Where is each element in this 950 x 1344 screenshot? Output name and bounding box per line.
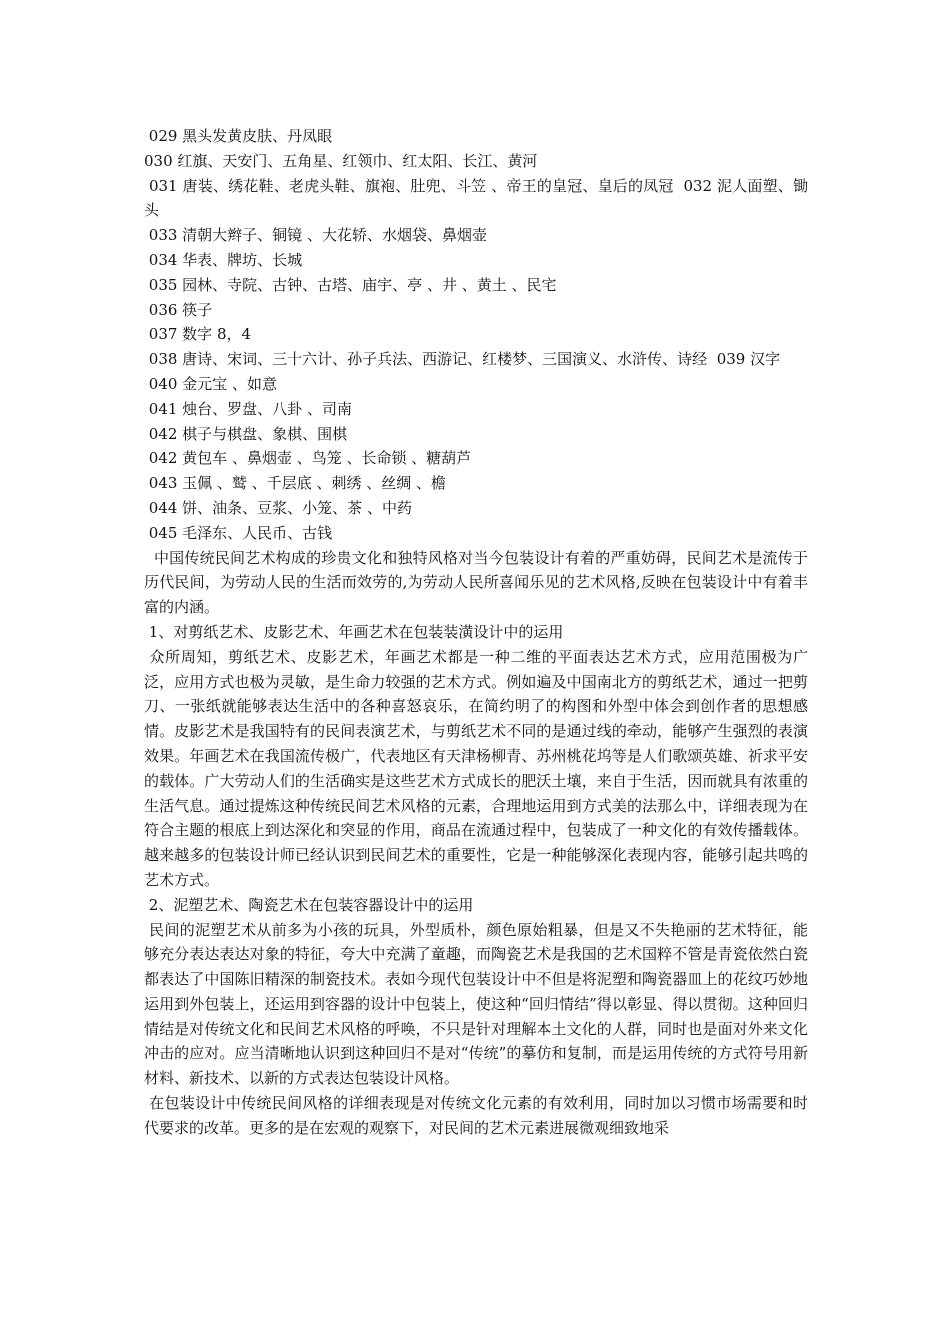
list-item-043: 043 玉佩 、鹫 、千层底 、刺绣 、丝绸 、檐 xyxy=(144,474,447,493)
list-item-030: 030 红旗、天安门、五角星、红领巾、红太阳、长江、黄河 xyxy=(144,151,538,170)
list-item-044: 044 饼、油条、豆浆、小笼、茶 、中药 xyxy=(144,498,412,517)
list-item-033: 033 清朝大辫子、铜镜 、大花轿、水烟袋、鼻烟壶 xyxy=(144,226,487,245)
closing-paragraph: 在包装设计中传统民间风格的详细表现是对传统文化元素的有效利用，同时加以习惯市场需要和时代要求的改革。更多的是在宏观的观察下，对民间的艺术元素进展微观细致地采 xyxy=(144,1094,808,1137)
list-item-029: 029 黑头发黄皮肤、丹凤眼 xyxy=(144,127,333,145)
document-body xyxy=(144,124,808,1141)
list-item-042b: 042 黄包车 、鼻烟壶 、鸟笼 、长命锁 、糖葫芦 xyxy=(144,449,472,468)
section-2-paragraph: 民间的泥塑艺术从前多为小孩的玩具，外型质朴，颜色原始粗暴，但是又不失艳丽的艺术特征，能够充分表达表达对象的特征，夸大中充满了童趣，而陶瓷艺术是我国的艺术国粹不管是青瓷依然白瓷都表达了中国陈旧精深的制瓷技术。表如今现代包装设计中不但是将泥塑和陶瓷器皿上的花纹巧妙地运用到外包装上，还运用到容器的设计中包装上，使这种“回归情结”得以彰显、得以贯彻。这种回归情结是对传统文化和民间艺术风格的呼唤，不只是针对理解本土文化的人群，同时也是面对外来文化冲击的应对。应当清晰地认识到这种回归不是对“传统”的摹仿和复制，而是运用传统的方式符号用新材料、新技术、以新的方式表达包装设计风格。 xyxy=(144,920,808,1088)
list-item-037: 037 数字 8，4 xyxy=(144,325,252,344)
intro-paragraph: 中国传统民间艺术构成的珍贵文化和独特风格对当今包装设计有着的严重妨碍，民间艺术是流传于历代民间，为劳动人民的生活而效劳的,为劳动人民所喜闻乐见的艺术风格,反映在包装设计中有着丰富的内涵。 xyxy=(144,548,808,617)
list-item-031: 031 唐装、绣花鞋、老虎头鞋、旗袍、肚兜、斗笠 、帝王的皇冠、皇后的凤冠 032 泥人面塑、锄头 xyxy=(144,176,808,220)
section-1-paragraph: 众所周知，剪纸艺术、皮影艺术，年画艺术都是一种二维的平面表达艺术方式，应用范围极为广泛，应用方式也极为灵敏，是生命力较强的艺术方式。例如遍及中国南北方的剪纸艺术，通过一把剪刀、一张纸就能够表达生活中的各种喜怒哀乐，在简约明了的构图和外型中体会到创作者的思想感情。皮影艺术是我国特有的民间表演艺术，与剪纸艺术不同的是通过线的牵动，能够产生强烈的表演效果。年画艺术在我国流传极广，代表地区有天津杨柳青、苏州桃花坞等是人们歌颂英雄、祈求平安的载体。广大劳动人们的生活确实是这些艺术方式成长的肥沃土壤，来自于生活，因而就具有浓重的生活气息。通过提炼这种传统民间艺术风格的元素，合理地运用到方式美的法那么中，详细表现为在符合主题的根底上到达深化和突显的作用，商品在流通过程中，包装成了一种文化的有效传播载体。越来越多的包装设计师已经认识到民间艺术的重要性，它是一种能够深化表现内容，能够引起共鸣的艺术方式。 xyxy=(144,647,808,889)
section-heading-1: 1、对剪纸艺术、皮影艺术、年画艺术在包装装潢设计中的运用 xyxy=(144,622,564,641)
section-heading-2: 2、泥塑艺术、陶瓷艺术在包装容器设计中的运用 xyxy=(144,895,474,914)
list-item-036: 036 筷子 xyxy=(144,300,213,319)
list-item-042a: 042 棋子与棋盘、象棋、围棋 xyxy=(144,424,348,443)
list-item-035: 035 园林、寺院、古钟、古塔、庙宇、亭 、井 、黄土 、民宅 xyxy=(144,275,557,294)
list-item-038: 038 唐诗、宋词、三十六计、孙子兵法、西游记、红楼梦、三国演义、水浒传、诗经 039 汉字 xyxy=(144,350,781,369)
list-item-041: 041 烛台、罗盘、八卦 、司南 xyxy=(144,399,352,418)
list-item-045: 045 毛泽东、人民币、古钱 xyxy=(144,523,333,542)
list-item-040: 040 金元宝 、如意 xyxy=(144,374,277,393)
list-item-034: 034 华表、牌坊、长城 xyxy=(144,250,303,269)
